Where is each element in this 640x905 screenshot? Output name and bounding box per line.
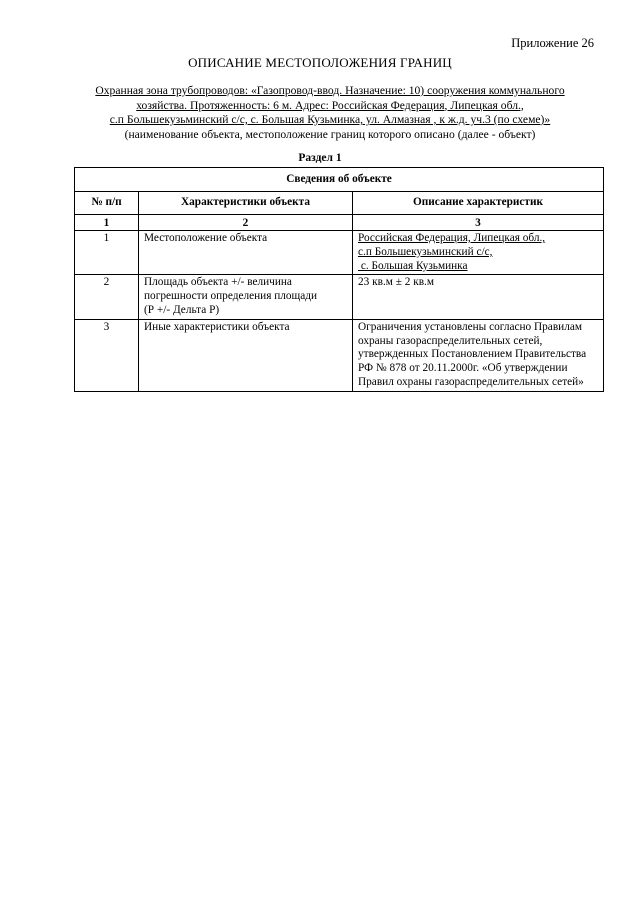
header-characteristic: Характеристики объекта bbox=[139, 192, 353, 215]
row-number: 1 bbox=[75, 231, 139, 275]
row-number: 2 bbox=[75, 275, 139, 319]
row-description bbox=[353, 319, 604, 391]
description-line: Правил охраны газораспределительных сетей» bbox=[358, 375, 584, 388]
table-column-numbers-row bbox=[75, 215, 604, 231]
object-note: (наименование объекта, местоположение границ которого описано (далее - объект) bbox=[124, 127, 536, 141]
row-description bbox=[353, 275, 604, 319]
characteristic-line: (Р +/- Дельта Р) bbox=[144, 303, 220, 316]
object-line-2: хозяйства. Протяженность: 6 м. Адрес: Российская Федерация, Липецкая обл., bbox=[136, 98, 524, 112]
table-caption-row bbox=[75, 168, 604, 192]
description-line: с.п Большекузьминский с/с, bbox=[358, 245, 493, 258]
column-number-3: 3 bbox=[353, 215, 604, 231]
table-header-row bbox=[75, 192, 604, 215]
characteristic-line: погрешности определения площади bbox=[144, 290, 318, 303]
object-info-table bbox=[74, 167, 604, 392]
appendix-label: Приложение 26 bbox=[511, 36, 594, 50]
characteristic-line: Местоположение объекта bbox=[144, 232, 268, 244]
row-characteristic bbox=[139, 275, 353, 319]
section-title: Раздел 1 bbox=[298, 152, 342, 164]
column-number-2: 2 bbox=[139, 215, 353, 231]
row-characteristic bbox=[139, 231, 353, 275]
description-line: Российская Федерация, Липецкая обл., bbox=[358, 232, 546, 244]
object-line-1: Охранная зона трубопроводов: «Газопровод-ввод. Назначение: 10) сооружения коммунального bbox=[95, 84, 565, 97]
row-number: 3 bbox=[75, 319, 139, 391]
table-row bbox=[75, 231, 604, 275]
table-row bbox=[75, 319, 604, 391]
object-line-3: с.п Большекузьминский с/с, с. Большая Кузьминка, ул. Алмазная , к ж.д. уч.3 (по схеме)» bbox=[109, 113, 551, 126]
column-number-1: 1 bbox=[75, 215, 139, 231]
document-title: ОПИСАНИЕ МЕСТОПОЛОЖЕНИЯ ГРАНИЦ bbox=[188, 55, 452, 70]
row-characteristic bbox=[139, 319, 353, 391]
description-line: охраны газораспределительных сетей, bbox=[358, 334, 543, 347]
description-line: с. Большая Кузьминка bbox=[358, 259, 468, 272]
characteristic-line: Иные характеристики объекта bbox=[144, 320, 290, 333]
header-description: Описание характеристик bbox=[353, 192, 604, 215]
characteristic-line: Площадь объекта +/- величина bbox=[144, 276, 292, 289]
description-line: 23 кв.м ± 2 кв.м bbox=[358, 276, 435, 289]
description-line: утвержденных Постановлением Правительства bbox=[358, 348, 587, 361]
table-row bbox=[75, 275, 604, 319]
header-number: № п/п bbox=[75, 192, 139, 215]
row-description bbox=[353, 231, 604, 275]
description-line: Ограничения установлены согласно Правилам bbox=[358, 320, 583, 333]
object-description bbox=[90, 84, 570, 142]
table-caption: Сведения об объекте bbox=[75, 168, 604, 192]
description-line: РФ № 878 от 20.11.2000г. «Об утверждении bbox=[358, 362, 568, 375]
